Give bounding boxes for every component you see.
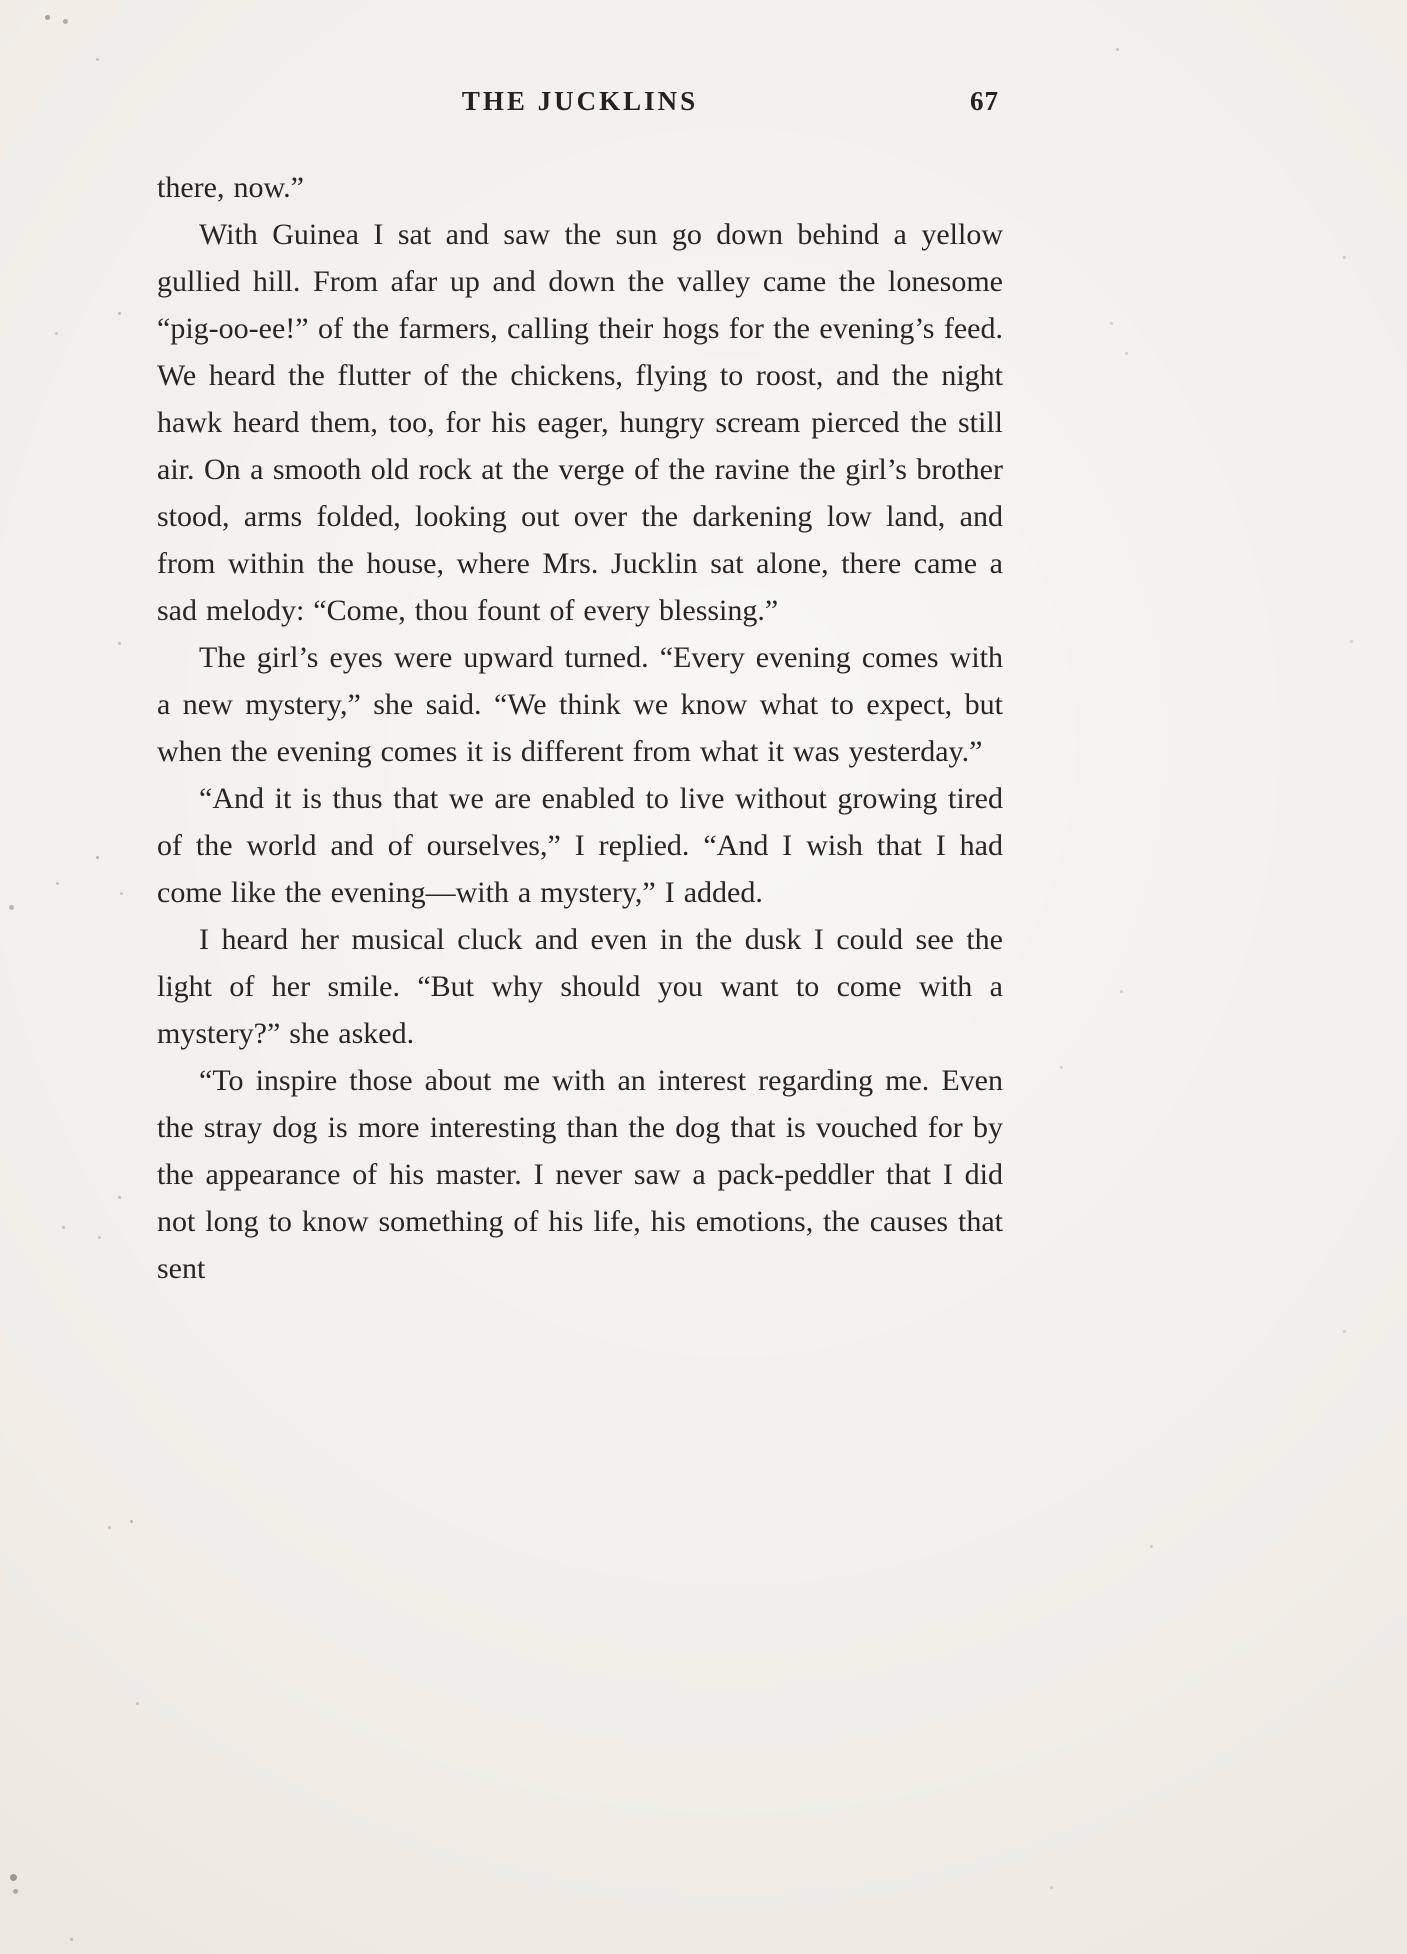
scan-specks — [0, 0, 3, 3]
page-body — [157, 164, 1003, 1292]
paragraph: The girl’s eyes were upward turned. “Every evening comes with a new mystery,” she said. “We think we know what to expect, but when the evening comes it is different from what it was yesterday.” — [157, 641, 1003, 768]
paragraph: With Guinea I sat and saw the sun go down behind a yellow gullied hill. From afar up and down the valley came the lonesome “pig-oo-ee!” of the farmers, calling their hogs for the evening’s feed. We heard the flutter of the chickens, flying to roost, and the night hawk heard them, too, for his eager, hungry scream pierced the still air. On a smooth old rock at the verge of the ravine the girl’s brother stood, arms folded, looking out over the darkening low land, and from within the house, where Mrs. Jucklin sat alone, there came a sad melody: “Come, thou fount of every blessing.” — [157, 218, 1003, 627]
scanned-page — [157, 86, 1003, 1292]
running-title: THE JUCKLINS — [461, 86, 699, 116]
page-header — [157, 86, 1003, 128]
paragraph: there, now.” — [157, 171, 304, 204]
paragraph: I heard her musical cluck and even in the dusk I could see the light of her smile. “But why should you want to come with a mystery?” she asked. — [157, 923, 1003, 1050]
page-number: 67 — [970, 86, 999, 116]
paragraph: “And it is thus that we are enabled to live without growing tired of the world and of ourselves,” I replied. “And I wish that I had come like the evening—with a mystery,” I added. — [157, 782, 1003, 909]
paragraph: “To inspire those about me with an interest regarding me. Even the stray dog is more interesting than the dog that is vouched for by the appearance of his master. I never saw a pack-peddler that I did not long to know something of his life, his emotions, the causes that sent — [157, 1064, 1003, 1285]
